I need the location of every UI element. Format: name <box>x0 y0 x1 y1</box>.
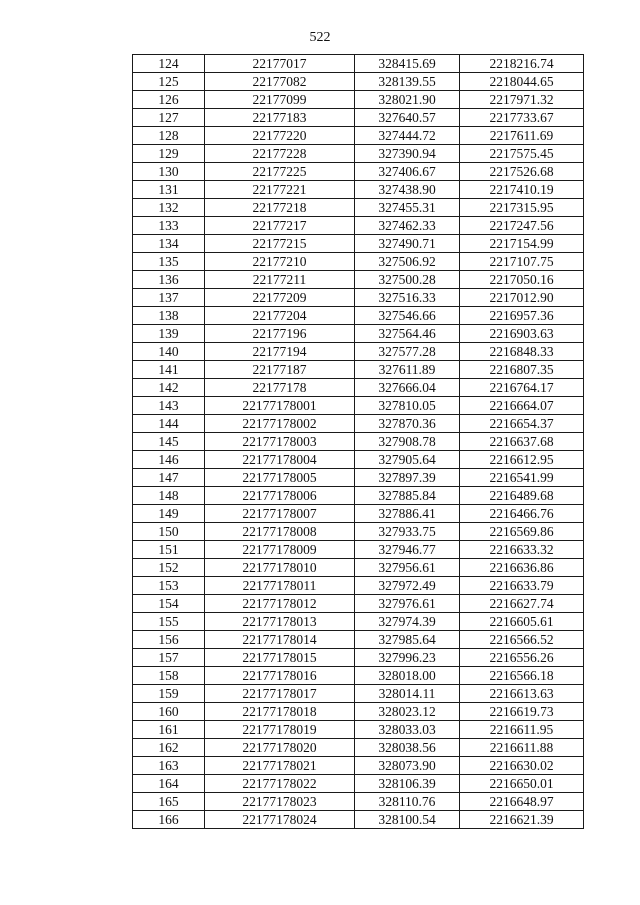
point-id-cell: 22177178023 <box>205 793 355 811</box>
table-row <box>133 541 584 559</box>
row-index-cell: 124 <box>133 55 205 73</box>
row-index-cell: 133 <box>133 217 205 235</box>
row-index-cell: 125 <box>133 73 205 91</box>
point-id-cell: 22177017 <box>205 55 355 73</box>
point-id-cell: 22177178024 <box>205 811 355 829</box>
coordinates-table <box>132 54 584 829</box>
x-coordinate-cell: 327956.61 <box>355 559 460 577</box>
point-id-cell: 22177225 <box>205 163 355 181</box>
x-coordinate-cell: 328073.90 <box>355 757 460 775</box>
table-row <box>133 145 584 163</box>
x-coordinate-cell: 327490.71 <box>355 235 460 253</box>
y-coordinate-cell: 2216621.39 <box>460 811 584 829</box>
row-index-cell: 130 <box>133 163 205 181</box>
point-id-cell: 22177082 <box>205 73 355 91</box>
x-coordinate-cell: 327972.49 <box>355 577 460 595</box>
table-row <box>133 451 584 469</box>
row-index-cell: 127 <box>133 109 205 127</box>
row-index-cell: 159 <box>133 685 205 703</box>
table-row <box>133 217 584 235</box>
table-row <box>133 163 584 181</box>
row-index-cell: 146 <box>133 451 205 469</box>
point-id-cell: 22177178015 <box>205 649 355 667</box>
table-row <box>133 361 584 379</box>
y-coordinate-cell: 2217526.68 <box>460 163 584 181</box>
x-coordinate-cell: 328021.90 <box>355 91 460 109</box>
y-coordinate-cell: 2216848.33 <box>460 343 584 361</box>
y-coordinate-cell: 2217050.16 <box>460 271 584 289</box>
point-id-cell: 22177178010 <box>205 559 355 577</box>
x-coordinate-cell: 327908.78 <box>355 433 460 451</box>
y-coordinate-cell: 2217315.95 <box>460 199 584 217</box>
point-id-cell: 22177187 <box>205 361 355 379</box>
y-coordinate-cell: 2218044.65 <box>460 73 584 91</box>
x-coordinate-cell: 328038.56 <box>355 739 460 757</box>
table-row <box>133 577 584 595</box>
x-coordinate-cell: 327577.28 <box>355 343 460 361</box>
row-index-cell: 142 <box>133 379 205 397</box>
point-id-cell: 22177178019 <box>205 721 355 739</box>
y-coordinate-cell: 2216556.26 <box>460 649 584 667</box>
y-coordinate-cell: 2216650.01 <box>460 775 584 793</box>
point-id-cell: 22177178022 <box>205 775 355 793</box>
x-coordinate-cell: 328415.69 <box>355 55 460 73</box>
table-row <box>133 757 584 775</box>
row-index-cell: 138 <box>133 307 205 325</box>
x-coordinate-cell: 327886.41 <box>355 505 460 523</box>
page-number: 522 <box>309 30 331 45</box>
table-row <box>133 595 584 613</box>
point-id-cell: 22177178016 <box>205 667 355 685</box>
row-index-cell: 126 <box>133 91 205 109</box>
x-coordinate-cell: 328139.55 <box>355 73 460 91</box>
row-index-cell: 166 <box>133 811 205 829</box>
y-coordinate-cell: 2216566.18 <box>460 667 584 685</box>
table-row <box>133 523 584 541</box>
row-index-cell: 136 <box>133 271 205 289</box>
y-coordinate-cell: 2216612.95 <box>460 451 584 469</box>
point-id-cell: 22177178006 <box>205 487 355 505</box>
point-id-cell: 22177178009 <box>205 541 355 559</box>
table-row <box>133 613 584 631</box>
point-id-cell: 22177204 <box>205 307 355 325</box>
y-coordinate-cell: 2216611.95 <box>460 721 584 739</box>
y-coordinate-cell: 2217611.69 <box>460 127 584 145</box>
y-coordinate-cell: 2216654.37 <box>460 415 584 433</box>
point-id-cell: 22177183 <box>205 109 355 127</box>
row-index-cell: 145 <box>133 433 205 451</box>
y-coordinate-cell: 2216611.88 <box>460 739 584 757</box>
row-index-cell: 128 <box>133 127 205 145</box>
point-id-cell: 22177178011 <box>205 577 355 595</box>
point-id-cell: 22177209 <box>205 289 355 307</box>
table-row <box>133 397 584 415</box>
table-row <box>133 109 584 127</box>
x-coordinate-cell: 327810.05 <box>355 397 460 415</box>
point-id-cell: 22177178 <box>205 379 355 397</box>
point-id-cell: 22177178014 <box>205 631 355 649</box>
table-row <box>133 271 584 289</box>
y-coordinate-cell: 2217971.32 <box>460 91 584 109</box>
y-coordinate-cell: 2216566.52 <box>460 631 584 649</box>
x-coordinate-cell: 327438.90 <box>355 181 460 199</box>
table-row <box>133 379 584 397</box>
point-id-cell: 22177178002 <box>205 415 355 433</box>
x-coordinate-cell: 327905.64 <box>355 451 460 469</box>
x-coordinate-cell: 327564.46 <box>355 325 460 343</box>
table-row <box>133 721 584 739</box>
y-coordinate-cell: 2216957.36 <box>460 307 584 325</box>
row-index-cell: 148 <box>133 487 205 505</box>
table-row <box>133 325 584 343</box>
x-coordinate-cell: 327946.77 <box>355 541 460 559</box>
y-coordinate-cell: 2216613.63 <box>460 685 584 703</box>
x-coordinate-cell: 327974.39 <box>355 613 460 631</box>
x-coordinate-cell: 327870.36 <box>355 415 460 433</box>
row-index-cell: 150 <box>133 523 205 541</box>
point-id-cell: 22177178005 <box>205 469 355 487</box>
point-id-cell: 22177178004 <box>205 451 355 469</box>
table-row <box>133 415 584 433</box>
point-id-cell: 22177221 <box>205 181 355 199</box>
x-coordinate-cell: 327885.84 <box>355 487 460 505</box>
point-id-cell: 22177196 <box>205 325 355 343</box>
table-row <box>133 433 584 451</box>
row-index-cell: 131 <box>133 181 205 199</box>
point-id-cell: 22177178018 <box>205 703 355 721</box>
x-coordinate-cell: 328106.39 <box>355 775 460 793</box>
row-index-cell: 141 <box>133 361 205 379</box>
row-index-cell: 154 <box>133 595 205 613</box>
table-row <box>133 685 584 703</box>
x-coordinate-cell: 328023.12 <box>355 703 460 721</box>
y-coordinate-cell: 2216569.86 <box>460 523 584 541</box>
x-coordinate-cell: 327666.04 <box>355 379 460 397</box>
table-row <box>133 253 584 271</box>
table-row <box>133 811 584 829</box>
point-id-cell: 22177178001 <box>205 397 355 415</box>
x-coordinate-cell: 327406.67 <box>355 163 460 181</box>
x-coordinate-cell: 327390.94 <box>355 145 460 163</box>
table-row <box>133 289 584 307</box>
x-coordinate-cell: 328014.11 <box>355 685 460 703</box>
x-coordinate-cell: 328018.00 <box>355 667 460 685</box>
row-index-cell: 163 <box>133 757 205 775</box>
table-row <box>133 505 584 523</box>
x-coordinate-cell: 327516.33 <box>355 289 460 307</box>
x-coordinate-cell: 327611.89 <box>355 361 460 379</box>
x-coordinate-cell: 327933.75 <box>355 523 460 541</box>
point-id-cell: 22177178012 <box>205 595 355 613</box>
row-index-cell: 165 <box>133 793 205 811</box>
y-coordinate-cell: 2216807.35 <box>460 361 584 379</box>
table-row <box>133 793 584 811</box>
point-id-cell: 22177178007 <box>205 505 355 523</box>
table-row <box>133 487 584 505</box>
x-coordinate-cell: 328110.76 <box>355 793 460 811</box>
point-id-cell: 22177178020 <box>205 739 355 757</box>
table-row <box>133 199 584 217</box>
row-index-cell: 134 <box>133 235 205 253</box>
y-coordinate-cell: 2216630.02 <box>460 757 584 775</box>
y-coordinate-cell: 2216619.73 <box>460 703 584 721</box>
row-index-cell: 158 <box>133 667 205 685</box>
y-coordinate-cell: 2217154.99 <box>460 235 584 253</box>
row-index-cell: 151 <box>133 541 205 559</box>
row-index-cell: 153 <box>133 577 205 595</box>
y-coordinate-cell: 2216648.97 <box>460 793 584 811</box>
x-coordinate-cell: 328100.54 <box>355 811 460 829</box>
table-row <box>133 73 584 91</box>
x-coordinate-cell: 327462.33 <box>355 217 460 235</box>
table-row <box>133 343 584 361</box>
row-index-cell: 149 <box>133 505 205 523</box>
coordinates-table-body <box>133 55 584 829</box>
table-row <box>133 469 584 487</box>
row-index-cell: 140 <box>133 343 205 361</box>
y-coordinate-cell: 2217575.45 <box>460 145 584 163</box>
y-coordinate-cell: 2217107.75 <box>460 253 584 271</box>
point-id-cell: 22177220 <box>205 127 355 145</box>
point-id-cell: 22177178008 <box>205 523 355 541</box>
table-row <box>133 775 584 793</box>
point-id-cell: 22177218 <box>205 199 355 217</box>
table-row <box>133 307 584 325</box>
table-row <box>133 649 584 667</box>
table-row <box>133 559 584 577</box>
y-coordinate-cell: 2216764.17 <box>460 379 584 397</box>
x-coordinate-cell: 328033.03 <box>355 721 460 739</box>
point-id-cell: 22177211 <box>205 271 355 289</box>
point-id-cell: 22177178017 <box>205 685 355 703</box>
y-coordinate-cell: 2216903.63 <box>460 325 584 343</box>
y-coordinate-cell: 2216627.74 <box>460 595 584 613</box>
y-coordinate-cell: 2216633.79 <box>460 577 584 595</box>
table-row <box>133 631 584 649</box>
row-index-cell: 156 <box>133 631 205 649</box>
x-coordinate-cell: 327985.64 <box>355 631 460 649</box>
row-index-cell: 162 <box>133 739 205 757</box>
x-coordinate-cell: 327444.72 <box>355 127 460 145</box>
point-id-cell: 22177217 <box>205 217 355 235</box>
row-index-cell: 157 <box>133 649 205 667</box>
row-index-cell: 164 <box>133 775 205 793</box>
row-index-cell: 155 <box>133 613 205 631</box>
y-coordinate-cell: 2217410.19 <box>460 181 584 199</box>
y-coordinate-cell: 2216633.32 <box>460 541 584 559</box>
point-id-cell: 22177228 <box>205 145 355 163</box>
y-coordinate-cell: 2217247.56 <box>460 217 584 235</box>
x-coordinate-cell: 327640.57 <box>355 109 460 127</box>
x-coordinate-cell: 327996.23 <box>355 649 460 667</box>
y-coordinate-cell: 2216605.61 <box>460 613 584 631</box>
table-row <box>133 703 584 721</box>
row-index-cell: 143 <box>133 397 205 415</box>
y-coordinate-cell: 2216637.68 <box>460 433 584 451</box>
row-index-cell: 129 <box>133 145 205 163</box>
row-index-cell: 132 <box>133 199 205 217</box>
x-coordinate-cell: 327455.31 <box>355 199 460 217</box>
row-index-cell: 144 <box>133 415 205 433</box>
table-row <box>133 739 584 757</box>
y-coordinate-cell: 2216636.86 <box>460 559 584 577</box>
table-row <box>133 55 584 73</box>
row-index-cell: 137 <box>133 289 205 307</box>
point-id-cell: 22177178003 <box>205 433 355 451</box>
point-id-cell: 22177178013 <box>205 613 355 631</box>
x-coordinate-cell: 327976.61 <box>355 595 460 613</box>
table-row <box>133 91 584 109</box>
y-coordinate-cell: 2218216.74 <box>460 55 584 73</box>
y-coordinate-cell: 2216489.68 <box>460 487 584 505</box>
row-index-cell: 160 <box>133 703 205 721</box>
row-index-cell: 152 <box>133 559 205 577</box>
y-coordinate-cell: 2216664.07 <box>460 397 584 415</box>
point-id-cell: 22177210 <box>205 253 355 271</box>
row-index-cell: 147 <box>133 469 205 487</box>
x-coordinate-cell: 327546.66 <box>355 307 460 325</box>
row-index-cell: 139 <box>133 325 205 343</box>
y-coordinate-cell: 2216541.99 <box>460 469 584 487</box>
row-index-cell: 135 <box>133 253 205 271</box>
table-row <box>133 235 584 253</box>
x-coordinate-cell: 327897.39 <box>355 469 460 487</box>
table-row <box>133 667 584 685</box>
row-index-cell: 161 <box>133 721 205 739</box>
point-id-cell: 22177099 <box>205 91 355 109</box>
y-coordinate-cell: 2217733.67 <box>460 109 584 127</box>
x-coordinate-cell: 327506.92 <box>355 253 460 271</box>
y-coordinate-cell: 2217012.90 <box>460 289 584 307</box>
point-id-cell: 22177194 <box>205 343 355 361</box>
table-row <box>133 181 584 199</box>
point-id-cell: 22177178021 <box>205 757 355 775</box>
x-coordinate-cell: 327500.28 <box>355 271 460 289</box>
point-id-cell: 22177215 <box>205 235 355 253</box>
y-coordinate-cell: 2216466.76 <box>460 505 584 523</box>
table-row <box>133 127 584 145</box>
